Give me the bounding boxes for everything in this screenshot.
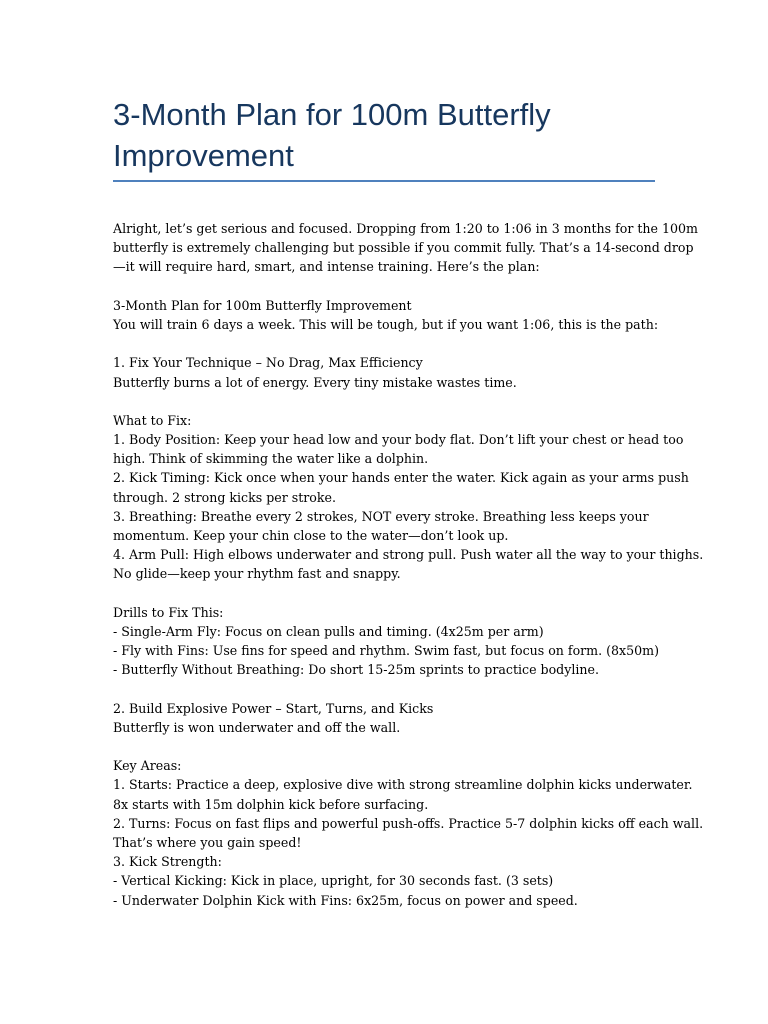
body-line: 2. Kick Timing: Kick once when your hands enter the water. Kick again as your arms push xyxy=(113,470,689,486)
body-line: - Butterfly Without Breathing: Do short 15-25m sprints to practice bodyline. xyxy=(113,662,599,678)
title-underline xyxy=(113,180,655,182)
body-line: 3-Month Plan for 100m Butterfly Improvement xyxy=(113,297,412,313)
body-line: 2. Turns: Focus on fast flips and powerful push-offs. Practice 5-7 dolphin kicks off each wall. xyxy=(113,815,704,831)
body-line: Alright, let’s get serious and focused. Dropping from 1:20 to 1:06 in 3 months for the 100m xyxy=(113,221,698,236)
body-line: What to Fix: xyxy=(113,412,192,428)
body-line: - Single-Arm Fly: Focus on clean pulls and timing. (4x25m per arm) xyxy=(113,623,544,639)
body-line: momentum. Keep your chin close to the water—don’t look up. xyxy=(113,528,509,543)
body-line: 3. Breathing: Breathe every 2 strokes, NOT every stroke. Breathing less keeps your xyxy=(113,508,649,524)
blank-line xyxy=(113,680,658,699)
body-line: 8x starts with 15m dolphin kick before surfacing. xyxy=(113,796,429,812)
body-line: 1. Starts: Practice a deep, explosive dive with strong streamline dolphin kicks underwater. xyxy=(113,777,693,793)
body-line: Drills to Fix This: xyxy=(113,604,224,620)
body-line: 4. Arm Pull: High elbows underwater and strong pull. Push water all the way to your thighs. xyxy=(113,547,704,563)
document-title xyxy=(113,94,673,176)
body-line: Key Areas: xyxy=(113,758,182,774)
body-line: - Fly with Fins: Use fins for speed and rhythm. Swim fast, but focus on form. (8x50m) xyxy=(113,643,660,659)
body-line: through. 2 strong kicks per stroke. xyxy=(113,489,336,505)
blank-line xyxy=(113,334,658,353)
blank-line xyxy=(113,584,658,603)
body-line: 2. Build Explosive Power – Start, Turns, and Kicks xyxy=(113,700,434,716)
body-line: Butterfly burns a lot of energy. Every tiny mistake wastes time. xyxy=(113,374,517,390)
body-line: 1. Body Position: Keep your head low and your body flat. Don’t lift your chest or head too xyxy=(113,432,684,448)
body-line: - Vertical Kicking: Kick in place, upright, for 30 seconds fast. (3 sets) xyxy=(113,873,554,889)
title-line-1: 3-Month Plan for 100m Butterfly xyxy=(113,97,551,132)
body-line: Butterfly is won underwater and off the wall. xyxy=(113,719,401,735)
title-line-2: Improvement xyxy=(113,138,294,173)
body-line: That’s where you gain speed! xyxy=(113,835,302,850)
blank-line xyxy=(113,737,658,756)
blank-line xyxy=(113,392,658,411)
blank-line xyxy=(113,277,658,296)
document-body xyxy=(113,219,704,910)
body-line: 3. Kick Strength: xyxy=(113,854,222,870)
body-line: - Underwater Dolphin Kick with Fins: 6x25m, focus on power and speed. xyxy=(113,892,578,908)
body-line: butterfly is extremely challenging but possible if you commit fully. That’s a 14-second drop xyxy=(113,240,694,256)
body-line: high. Think of skimming the water like a dolphin. xyxy=(113,451,429,467)
body-line: 1. Fix Your Technique – No Drag, Max Efficiency xyxy=(113,355,423,371)
body-line: No glide—keep your rhythm fast and snappy. xyxy=(113,566,401,582)
body-line: —it will require hard, smart, and intense training. Here’s the plan: xyxy=(113,259,540,275)
body-line: You will train 6 days a week. This will be tough, but if you want 1:06, this is the path: xyxy=(113,316,659,332)
